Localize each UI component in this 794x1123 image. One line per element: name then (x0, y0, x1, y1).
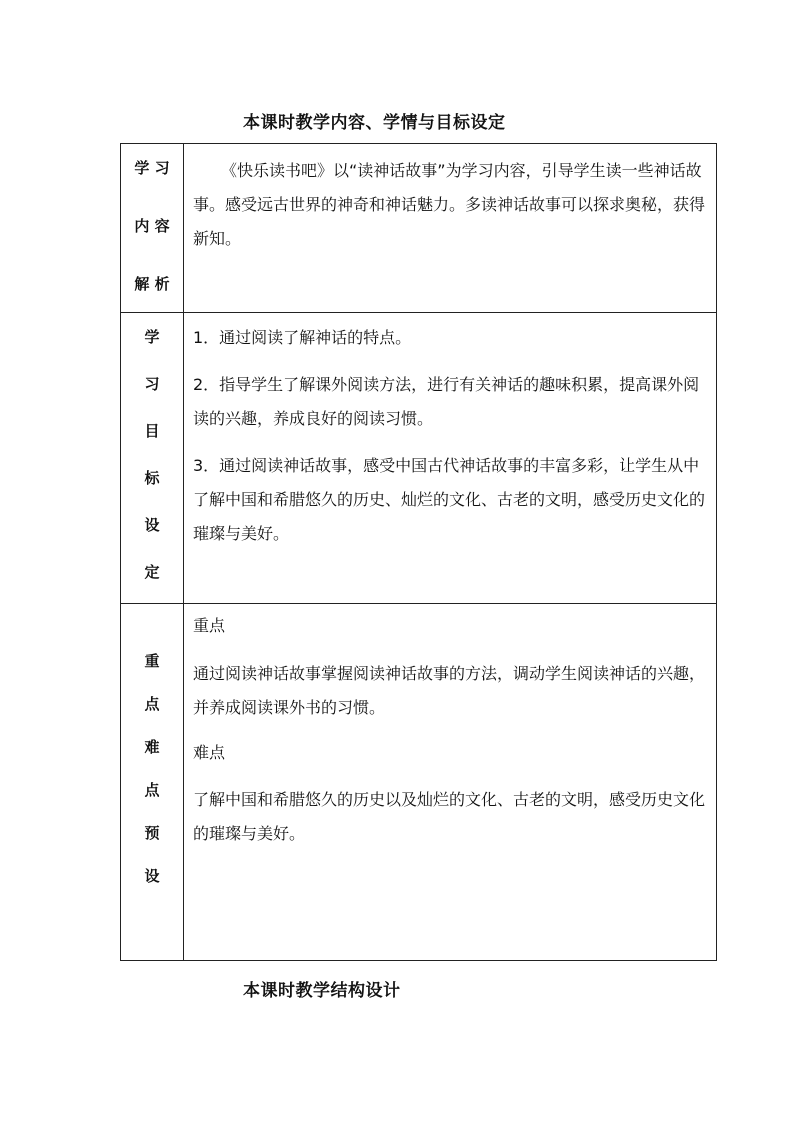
row-label-line: 设 (144, 516, 160, 534)
row-label-line: 定 (144, 563, 160, 581)
table-row-learning-goals (121, 313, 717, 604)
content-paragraph: 通过阅读神话故事掌握阅读神话故事的方法，调动学生阅读神话的兴趣，并养成阅读课外书的习惯。 (193, 664, 706, 717)
table-row-key-difficult-points (121, 604, 717, 961)
section-heading-key-points: 重点 (193, 616, 226, 635)
row-label-line: 预 (144, 824, 160, 842)
goal-item: 3．通过阅读神话故事，感受中国古代神话故事的丰富多彩，让学生从中了解中国和希腊悠久的历史、灿烂的文化、古老的文明，感受历史文化的璀璨与美好。 (193, 456, 706, 543)
row-label-cell (121, 604, 184, 961)
content-paragraph: 《快乐读书吧》以“读神话故事”为学习内容，引导学生读一些神话故事。感受远古世界的神奇和神话魅力。多读神话故事可以探求奥秘，获得新知。 (193, 161, 706, 248)
lesson-plan-table (120, 143, 717, 961)
row-label-line: 学 (144, 328, 160, 346)
row-label-line: 解 析 (134, 275, 170, 293)
table-row-content-analysis (121, 144, 717, 313)
row-label-line: 习 (144, 375, 160, 393)
row-label-line: 重 (144, 652, 160, 670)
row-content-cell (184, 313, 717, 604)
row-label-line: 设 (144, 867, 160, 885)
row-content-cell (184, 144, 717, 313)
row-label-cell (121, 313, 184, 604)
row-label-line: 点 (144, 695, 160, 713)
goal-item: 1．通过阅读了解神话的特点。 (193, 328, 412, 347)
page-title: 本课时教学内容、学情与目标设定 (243, 113, 506, 133)
row-label-line: 目 (144, 422, 160, 440)
row-label-line: 内 容 (134, 217, 170, 235)
content-paragraph: 了解中国和希腊悠久的历史以及灿烂的文化、古老的文明，感受历史文化的璀璨与美好。 (193, 790, 706, 843)
row-label-line: 点 (144, 781, 160, 799)
row-label-line: 难 (144, 738, 160, 756)
goal-item: 2．指导学生了解课外阅读方法，进行有关神话的趣味积累，提高课外阅读的兴趣，养成良好的阅读习惯。 (193, 375, 700, 428)
row-label-line: 学 习 (134, 159, 170, 177)
row-content-cell (184, 604, 717, 961)
section-heading-difficult-points: 难点 (193, 743, 226, 762)
row-label-cell (121, 144, 184, 313)
section-title: 本课时教学结构设计 (243, 981, 401, 1001)
row-label-line: 标 (144, 469, 160, 487)
